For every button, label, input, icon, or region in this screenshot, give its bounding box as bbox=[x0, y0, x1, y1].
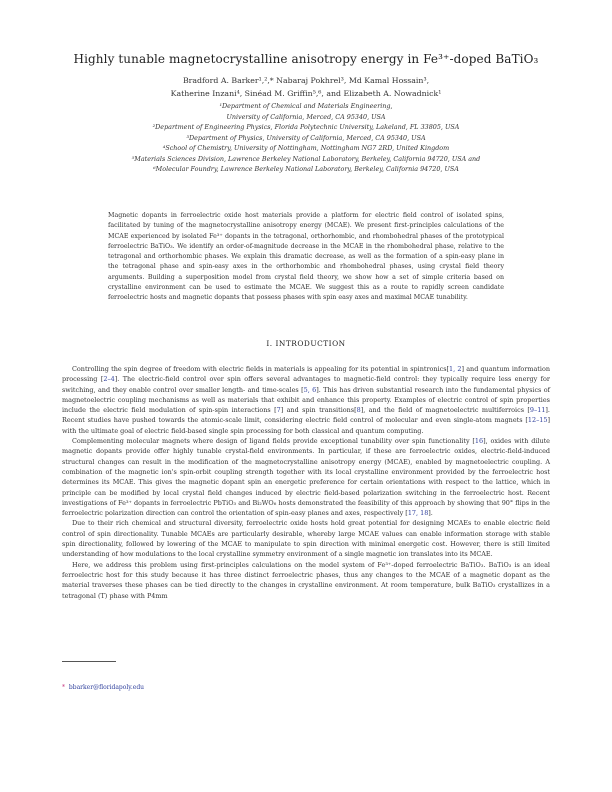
footnote-divider bbox=[62, 661, 116, 662]
body-text-run: ]. Recent studies have pushed towards the atomic-scale limit, considering electric field control of molecular and even single-atom magnets [ bbox=[62, 406, 550, 425]
affiliation-line: ⁶Molecular Foundry, Lawrence Berkeley National Laboratory, Berkeley, California 94720, USA bbox=[153, 165, 459, 173]
body-text-run: ]. bbox=[428, 509, 433, 518]
body-text-run: ]. The electric-field control over spin offers several advantages to magnetic-field control: they typically require less energy for switching, and they enable control over smaller length- and time-scales [ bbox=[62, 375, 550, 394]
paper-title: Highly tunable magnetocrystalline anisotropy energy in Fe³⁺-doped BaTiO₃ bbox=[73, 52, 539, 66]
affiliation-line: University of California, Merced, CA 95340, USA bbox=[226, 112, 386, 121]
body-text-run: ], oxides with dilute magnetic dopants provide offer highly tunable crystal-field environments. In particular, if these are ferroelectric oxides, electric-field-induced structural changes can result in the modification of the magnetocrystalline anisotropy energy (MCAE), enabled by magnetoelectric coupling. A combination of the magnetic ion's spin-orbit coupling strength together with its local crystalline environment provided by the ferroelectric host determines its MCAE. This gives the magnetic dopant spin an energetic preference for certain orientations with respect to the lattice, which in principle can be modified by local crystal field changes induced by electric field-based polarization switching in the ferroelectric host. Recent investigations of Fe³⁺ dopants in ferroelectric PbTiO₃ and Bi₂WO₆ hosts demonstrated the feasibility of this approach by showing that 90° flips in the ferroelectric polarization direction can control the orientation of spin-easy planes and axes, respectively [ bbox=[62, 437, 550, 518]
citation-link[interactable]: 7 bbox=[276, 406, 281, 415]
body-text-run: ]. This has driven substantial research into the fundamental physics of magnetoelectric coupling mechanisms as well as materials that exhibit and enhance this property. Examples of electric control of spin properties include the electric field modulation of spin-spin interactions [ bbox=[62, 385, 550, 415]
introduction-body bbox=[62, 364, 550, 601]
footnote bbox=[62, 684, 144, 691]
citation-link[interactable]: 17, 18 bbox=[407, 509, 429, 518]
abstract: Magnetic dopants in ferroelectric oxide host materials provide a platform for electric field control of isolated spins, facilitated by tuning of the magnetocrystalline anisotropy energy (MCAE). We present first-principles calculations of the MCAE experienced by isolated Fe³⁺ dopants in the tetragonal, orthorhombic, and rhombohedral phases of the prototypical ferroelectric BaTiO₃. We identify an order-of-magnitude decrease in the MCAE in the rhombohedral phase, relative to the tetragonal and orthorhombic phases. We explain this dramatic decrease, as well as the formation of a spin-easy plane in the tetragonal phase and spin-easy axes in the orthorhombic and rhombohedral phases, using crystal field theory arguments. Building a superposition model from crystal field theory, we show how a set of simple criteria based on crystalline environment can be used to estimate the MCAE. We suggest this as a route to rapidly screen candidate ferroelectric hosts and magnetic dopants that possess phases with spin easy axes and maximal MCAE tunability. bbox=[108, 212, 504, 302]
author-line: Bradford A. Barker¹,²,* Nabaraj Pokhrel³, Md Kamal Hossain³, bbox=[182, 76, 430, 85]
footnote-marker: * bbox=[62, 684, 65, 691]
affiliation-line: ⁴School of Chemistry, University of Nottingham, Nottingham NG7 2RD, United Kingdom bbox=[162, 144, 450, 152]
affiliation-line: ⁵Materials Sciences Division, Lawrence Berkeley National Laboratory, Berkeley, California 94720, USA and bbox=[131, 154, 481, 163]
citation-link[interactable]: 1, 2 bbox=[449, 365, 462, 373]
citation-link[interactable]: 16 bbox=[474, 437, 484, 446]
body-text-run: Here, we address this problem using first-principles calculations on the model system of Fe³⁺-doped ferroelectric BaTiO₃. BaTiO₃ is an ideal ferroelectric host for this study because it has three distinct ferroelectric phases, thus any changes to the MCAE of a magnetic dopant as the material traverses these phases can be tied directly to the changes in crystalline environment. At room temperature, bulk BaTiO₃ crystallizes in a tetragonal (T) phase with P4mm bbox=[62, 560, 550, 600]
body-text-run: ], and the field of magnetoelectric multiferroics [ bbox=[360, 406, 530, 415]
body-text-run: Complementing molecular magnets where design of ligand fields provide exceptional tunability over spin functionality [ bbox=[72, 437, 475, 446]
body-paragraph bbox=[62, 436, 550, 518]
citation-link[interactable]: 2–4 bbox=[103, 375, 115, 384]
citation-link[interactable]: 8 bbox=[356, 406, 361, 415]
affiliations bbox=[18, 101, 594, 175]
body-paragraph bbox=[62, 518, 550, 559]
body-text-run: ] with the ultimate goal of electric field-based single spin processing for both classical and quantum computing. bbox=[62, 416, 550, 435]
author-line: Katherine Inzani⁴, Sinéad M. Griffin⁵,⁶, and Elizabeth A. Nowadnick¹ bbox=[170, 89, 442, 98]
section-heading: I. INTRODUCTION bbox=[266, 339, 346, 348]
body-text-run: ] and spin transitions[ bbox=[280, 406, 357, 415]
citation-link[interactable]: 12–15 bbox=[527, 416, 548, 425]
citation-link[interactable]: 9–11 bbox=[529, 406, 546, 415]
body-text-run: ] and quantum information processing [ bbox=[62, 365, 550, 384]
author-list bbox=[60, 74, 552, 100]
body-paragraph bbox=[62, 364, 550, 436]
body-paragraph bbox=[62, 560, 550, 601]
affiliation-line: ³Department of Physics, University of California, Merced, CA 95340, USA bbox=[186, 133, 426, 142]
affiliation-line: ²Department of Engineering Physics, Florida Polytechnic University, Lakeland, FL 33805, USA bbox=[152, 123, 460, 131]
corresponding-email-link[interactable]: bbarker@floridapoly.edu bbox=[68, 684, 145, 691]
body-text-run: Controlling the spin degree of freedom with electric fields in materials is appealing for its potential in spintronics[ bbox=[72, 365, 450, 373]
body-text-run: Due to their rich chemical and structural diversity, ferroelectric oxide hosts hold great potential for designing MCAEs to enable electric field control of spin directionality. Tunable MCAEs are particularly desirable, whereby large MCAE values can enable information storage with stable spin directionality, followed by lowering of the MCAE to manipulate to spin direction with minimal energetic cost. However, there is still limited understanding of how modulations to the local crystalline symmetry environment of a single magnetic ion translates into its MCAE. bbox=[62, 519, 550, 559]
affiliation-line: ¹Department of Chemical and Materials Engineering, bbox=[219, 102, 393, 110]
citation-link[interactable]: 5, 6 bbox=[303, 385, 317, 394]
